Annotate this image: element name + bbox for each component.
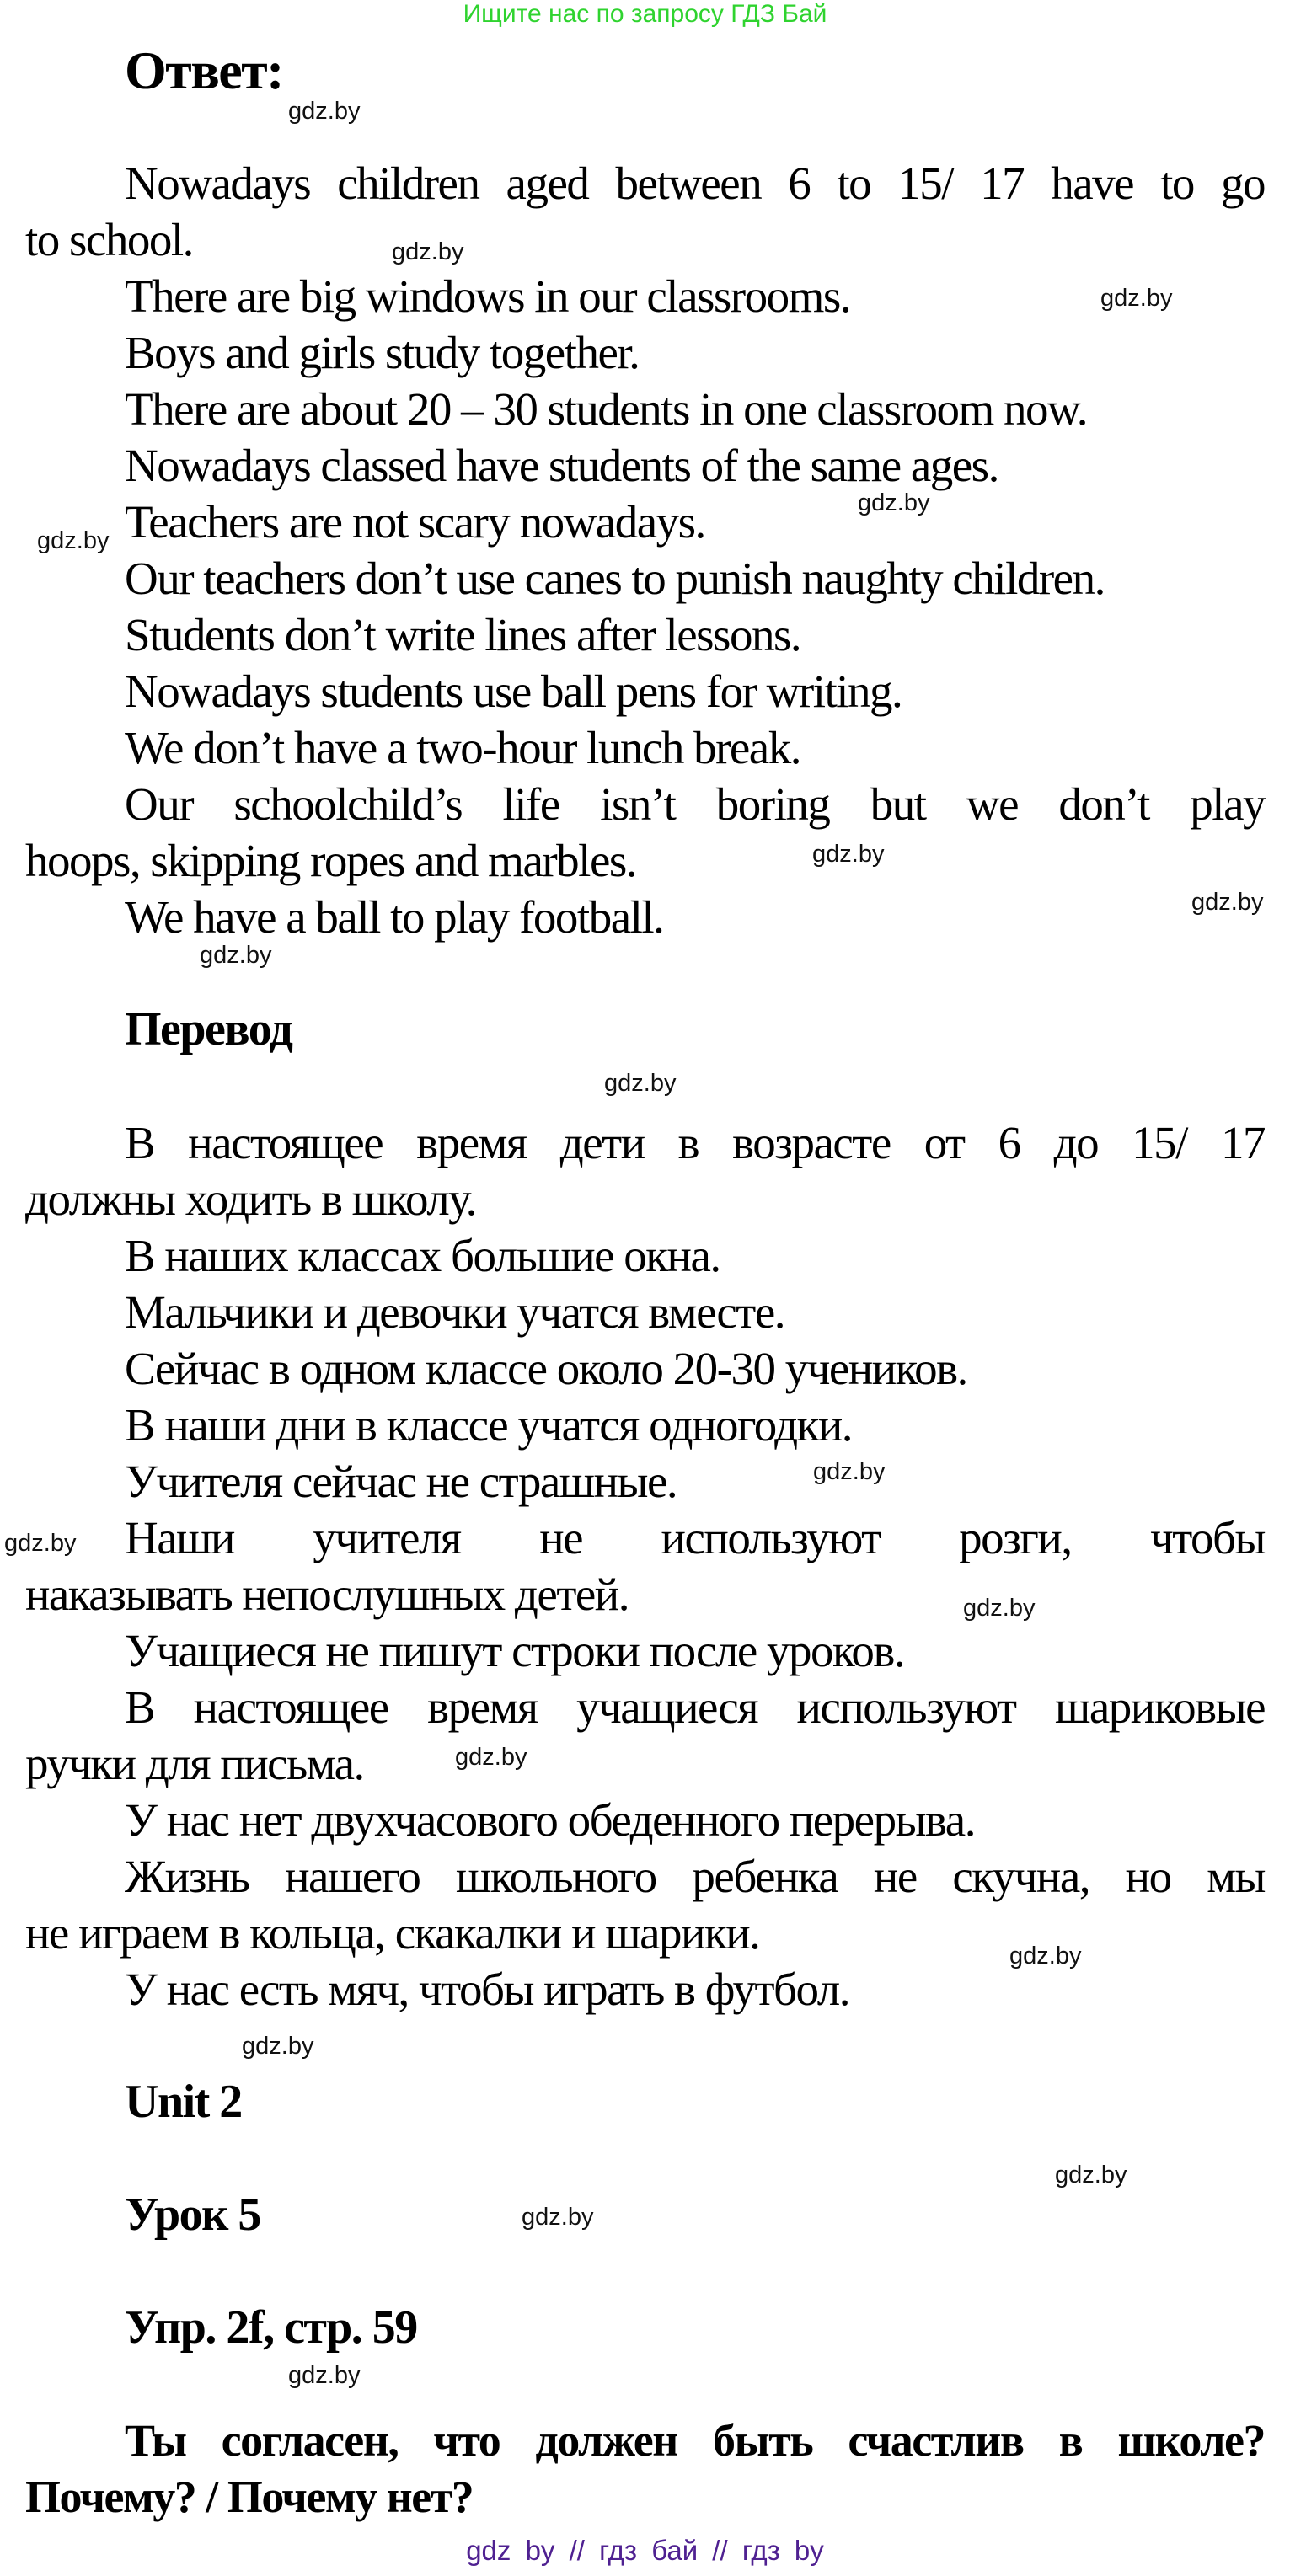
task-question-line: Ты согласен, что должен быть счастлив в школе? <box>125 2415 1265 2466</box>
watermark-gdz: gdz.by <box>288 98 361 125</box>
answer-line: hoops, skipping ropes and marbles. <box>25 835 637 886</box>
translation-heading: Перевод <box>125 1003 292 1056</box>
answer-line: Nowadays children aged between 6 to 15/ 17 have to go <box>125 158 1265 209</box>
translation-line: В наши дни в классе учатся одногодки. <box>125 1399 853 1451</box>
task-question-line: Почему? / Почему нет? <box>25 2472 474 2522</box>
watermark-gdz: gdz.by <box>604 1070 677 1097</box>
answer-line: Boys and girls study together. <box>125 327 640 378</box>
translation-line: У нас нет двухчасового обеденного перерыва. <box>125 1794 975 1846</box>
translation-line: не играем в кольца, скакалки и шарики. <box>25 1907 760 1959</box>
answer-line: Nowadays students use ball pens for writing. <box>125 665 902 717</box>
promo-banner: Ищите нас по запросу ГДЗ Бай <box>463 0 827 28</box>
watermark-gdz: gdz.by <box>288 2362 361 2389</box>
watermark-gdz: gdz.by <box>200 942 272 969</box>
translation-line: У нас есть мяч, чтобы играть в футбол. <box>125 1964 850 2015</box>
answer-line: Students don’t write lines after lessons. <box>125 609 801 660</box>
watermark-gdz: gdz.by <box>4 1530 77 1557</box>
spacer <box>25 2356 1265 2413</box>
watermark-gdz: gdz.by <box>522 2204 594 2231</box>
watermark-gdz: gdz.by <box>242 2033 314 2060</box>
translation-line: В наших классах большие окна. <box>125 1230 720 1281</box>
watermark-gdz: gdz.by <box>1100 285 1173 312</box>
exercise-heading: Упр. 2f, стр. 59 <box>125 2301 417 2354</box>
answer-heading: Ответ: <box>125 40 283 100</box>
watermark-gdz: gdz.by <box>1009 1943 1082 1969</box>
watermark-gdz: gdz.by <box>858 489 930 516</box>
answer-line: Our teachers don’t use canes to punish naughty children. <box>125 553 1105 604</box>
translation-line: В настоящее время учащиеся используют шариковые <box>125 1681 1265 1733</box>
translation-line: В настоящее время дети в возрасте от 6 до 15/ 17 <box>125 1117 1265 1168</box>
translation-line: Наши учителя не используют розги, чтобы <box>125 1512 1265 1563</box>
watermark-gdz: gdz.by <box>812 841 885 868</box>
answer-line: There are big windows in our classrooms. <box>125 270 851 322</box>
translation-line: ручки для письма. <box>25 1738 364 1789</box>
answer-line: Teachers are not scary nowadays. <box>125 496 705 548</box>
translation-line: Мальчики и девочки учатся вместе. <box>125 1286 784 1338</box>
watermark-gdz: gdz.by <box>455 1744 527 1771</box>
watermark-gdz: gdz.by <box>37 527 110 554</box>
footer-links: gdz by // гдз бай // гдз by <box>466 2535 824 2566</box>
answer-line: We don’t have a two-hour lunch break. <box>125 722 800 773</box>
translation-line: должны ходить в школу. <box>25 1173 476 1225</box>
answer-line: There are about 20 – 30 students in one classroom now. <box>125 383 1087 435</box>
translation-line: Учителя сейчас не страшные. <box>125 1456 677 1507</box>
lesson-heading: Урок 5 <box>125 2189 260 2241</box>
translation-line: наказывать непослушных детей. <box>25 1569 629 1620</box>
translation-line: Сейчас в одном классе около 20-30 учеников. <box>125 1343 967 1394</box>
spacer <box>25 99 1265 155</box>
watermark-gdz: gdz.by <box>392 238 464 265</box>
content-block <box>25 42 1265 2525</box>
answer-line: We have a ball to play football. <box>125 891 664 943</box>
watermark-gdz: gdz.by <box>963 1595 1036 1622</box>
watermark-gdz: gdz.by <box>1191 889 1264 916</box>
watermark-gdz: gdz.by <box>813 1458 886 1485</box>
spacer <box>25 2243 1265 2300</box>
unit-heading: Unit 2 <box>125 2076 242 2128</box>
answer-line: to school. <box>25 214 193 265</box>
answer-line: Our schoolchild’s life isn’t boring but we don’t play <box>125 778 1265 830</box>
answer-line: Nowadays classed have students of the same ages. <box>125 440 998 491</box>
spacer <box>25 2018 1265 2074</box>
translation-line: Жизнь нашего школьного ребенка не скучна, но мы <box>125 1851 1265 1902</box>
translation-line: Учащиеся не пишут строки после уроков. <box>125 1625 905 1676</box>
watermark-gdz: gdz.by <box>1055 2162 1127 2189</box>
